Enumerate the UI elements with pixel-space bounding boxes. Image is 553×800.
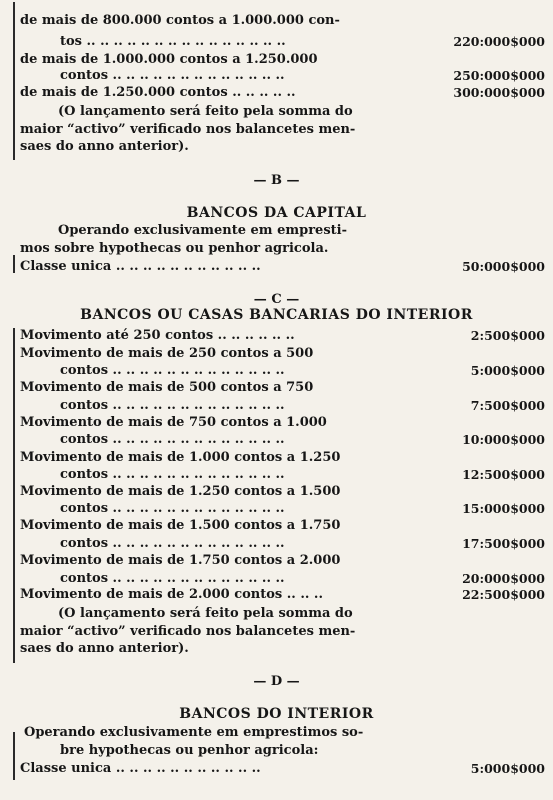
section-a-row	[20, 12, 545, 30]
row-text: contos .. .. .. .. .. .. .. .. .. .. .. .. ..	[60, 398, 285, 413]
row-amount: 7:500$000	[470, 398, 545, 413]
row-amount: 15:000$000	[462, 501, 545, 516]
row-text: contos .. .. .. .. .. .. .. .. .. .. .. .. ..	[60, 68, 285, 83]
row-text: Classe unica .. .. .. .. .. .. .. .. .. .. ..	[20, 761, 261, 776]
section-a-note: maior “activo” verificado nos balancetes men-	[20, 122, 356, 137]
section-b-intro: Operando exclusivamente em empresti-	[58, 223, 347, 238]
row-amount: 22:500$000	[462, 587, 545, 602]
row-text: Movimento até 250 contos .. .. .. .. .. ..	[20, 328, 295, 343]
section-c-row	[20, 345, 545, 363]
row-text: de mais de 1.250.000 contos .. .. .. .. ..	[20, 85, 296, 100]
row-amount: 5:000$000	[470, 363, 545, 378]
margin-rule	[13, 328, 15, 663]
row-amount: 5:000$000	[470, 761, 545, 776]
section-letter: — D —	[253, 674, 300, 689]
section-a-row	[60, 67, 545, 85]
row-text: Movimento de mais de 250 contos a 500	[20, 346, 314, 361]
row-text: Movimento de mais de 1.250 contos a 1.500	[20, 484, 341, 499]
section-d-intro: bre hypothecas ou penhor agricola:	[60, 743, 319, 758]
row-text: tos .. .. .. .. .. .. .. .. .. .. .. .. .. .. ..	[60, 34, 286, 49]
section-title: BANCOS OU CASAS BANCARIAS DO INTERIOR	[80, 307, 473, 323]
row-amount: 300:000$000	[453, 85, 545, 100]
section-c-row	[60, 431, 545, 449]
margin-rule	[13, 2, 15, 160]
section-d-row	[20, 760, 545, 778]
section-c-row	[20, 449, 545, 467]
row-amount: 10:000$000	[462, 432, 545, 447]
row-text: de mais de 800.000 contos a 1.000.000 con-	[20, 13, 340, 28]
row-text: contos .. .. .. .. .. .. .. .. .. .. .. .. ..	[60, 571, 285, 586]
section-b-row	[20, 258, 545, 276]
section-c-row	[20, 517, 545, 535]
row-amount: 250:000$000	[453, 68, 545, 83]
section-a-row	[20, 84, 545, 102]
row-amount: 220:000$000	[453, 34, 545, 49]
row-text: Movimento de mais de 750 contos a 1.000	[20, 415, 327, 430]
section-c-row	[60, 466, 545, 484]
section-c-row	[60, 500, 545, 518]
section-a-note: saes do anno anterior).	[20, 139, 189, 154]
section-c-note: maior “activo” verificado nos balancetes men-	[20, 624, 356, 639]
section-c-row	[20, 327, 545, 345]
row-text: Movimento de mais de 1.750 contos a 2.000	[20, 553, 341, 568]
section-c-note: saes do anno anterior).	[20, 641, 189, 656]
section-letter: — C —	[253, 292, 300, 307]
row-text: contos .. .. .. .. .. .. .. .. .. .. .. .. ..	[60, 501, 285, 516]
row-amount: 12:500$000	[462, 467, 545, 482]
row-amount: 20:000$000	[462, 571, 545, 586]
row-text: Movimento de mais de 1.000 contos a 1.250	[20, 450, 341, 465]
section-letter: — B —	[253, 173, 300, 188]
section-c-row	[20, 379, 545, 397]
row-amount: 17:500$000	[462, 536, 545, 551]
section-c-row	[60, 362, 545, 380]
section-c-row	[60, 397, 545, 415]
row-text: Movimento de mais de 2.000 contos .. .. ..	[20, 587, 323, 602]
section-a-note: (O lançamento será feito pela somma do	[58, 104, 353, 119]
section-a-row	[60, 33, 545, 51]
row-text: contos .. .. .. .. .. .. .. .. .. .. .. .. ..	[60, 536, 285, 551]
section-c-row	[20, 414, 545, 432]
row-text: contos .. .. .. .. .. .. .. .. .. .. .. .. ..	[60, 432, 285, 447]
row-text: Movimento de mais de 500 contos a 750	[20, 380, 314, 395]
section-c-note: (O lançamento será feito pela somma do	[58, 606, 353, 621]
row-text: de mais de 1.000.000 contos a 1.250.000	[20, 52, 318, 67]
section-d-intro: Operando exclusivamente em emprestimos so-	[24, 725, 364, 740]
row-text: contos .. .. .. .. .. .. .. .. .. .. .. .. ..	[60, 363, 285, 378]
section-b-intro: mos sobre hypothecas ou penhor agricola.	[20, 241, 329, 256]
row-text: Movimento de mais de 1.500 contos a 1.750	[20, 518, 341, 533]
section-c-row	[20, 586, 545, 604]
row-text: contos .. .. .. .. .. .. .. .. .. .. .. .. ..	[60, 467, 285, 482]
margin-rule	[13, 732, 15, 780]
margin-rule	[13, 255, 15, 273]
section-c-row	[20, 552, 545, 570]
section-c-row	[20, 483, 545, 501]
row-text: Classe unica .. .. .. .. .. .. .. .. .. .. ..	[20, 259, 261, 274]
section-title: BANCOS DA CAPITAL	[186, 205, 367, 221]
row-amount: 2:500$000	[470, 328, 545, 343]
section-c-row	[60, 535, 545, 553]
section-title: BANCOS DO INTERIOR	[179, 706, 374, 722]
row-amount: 50:000$000	[462, 259, 545, 274]
